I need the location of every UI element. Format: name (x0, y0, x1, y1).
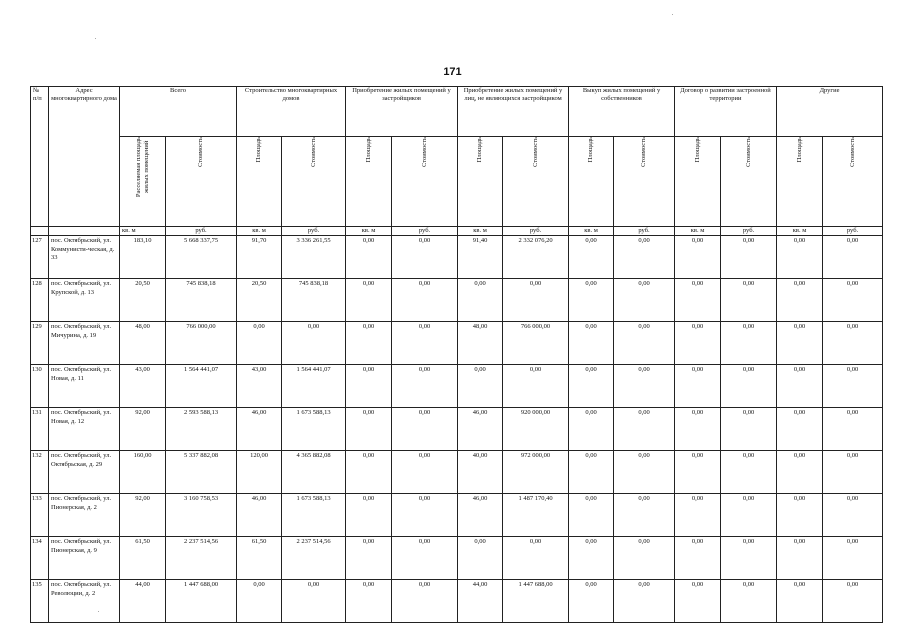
cell-area: 0,00 (777, 365, 823, 408)
cell-cost: 0,00 (503, 279, 569, 322)
cell-cost: 745 838,18 (166, 279, 237, 322)
row-address: пос. Октябрьский, ул. Коммунисти-ческая, д. 33 (49, 236, 120, 279)
cell-area: 0,00 (346, 451, 392, 494)
cell-cost: 0,00 (823, 494, 883, 537)
cell-area: 61,50 (237, 537, 282, 580)
cell-area: 91,40 (458, 236, 503, 279)
cell-area: 0,00 (346, 236, 392, 279)
row-number: 129 (31, 322, 49, 365)
page-number: 171 (443, 66, 462, 78)
cell-area: 0,00 (237, 322, 282, 365)
cell-area: 0,00 (777, 537, 823, 580)
cell-cost: 766 000,00 (503, 322, 569, 365)
cell-area: 0,00 (675, 236, 721, 279)
cell-cost: 0,00 (282, 322, 346, 365)
cell-cost: 0,00 (721, 279, 777, 322)
cell-cost: 0,00 (614, 365, 675, 408)
unit-cost: руб. (503, 227, 569, 236)
cell-cost: 745 838,18 (282, 279, 346, 322)
subheader-cost: Стоимость (823, 137, 883, 227)
cell-area: 0,00 (346, 537, 392, 580)
cell-area: 46,00 (458, 408, 503, 451)
unit-area: кв. м (675, 227, 721, 236)
cell-area: 160,00 (120, 451, 166, 494)
cell-cost: 0,00 (392, 494, 458, 537)
row-address: пос. Октябрьский, ул. Мичурина, д. 19 (49, 322, 120, 365)
cell-cost: 0,00 (392, 365, 458, 408)
cell-area: 0,00 (569, 279, 614, 322)
cell-cost: 0,00 (614, 580, 675, 623)
cell-cost: 1 564 441,07 (166, 365, 237, 408)
cell-cost: 1 447 688,00 (503, 580, 569, 623)
cell-cost: 3 160 758,53 (166, 494, 237, 537)
cell-cost: 0,00 (392, 580, 458, 623)
cell-cost: 1 673 588,13 (282, 494, 346, 537)
unit-cost: руб. (392, 227, 458, 236)
cell-cost: 0,00 (823, 365, 883, 408)
unit-area: кв. м (569, 227, 614, 236)
subheader-cost: Стоимость (282, 137, 346, 227)
cell-cost: 0,00 (614, 494, 675, 537)
cell-cost: 0,00 (721, 580, 777, 623)
cell-area: 20,50 (120, 279, 166, 322)
unit-cost: руб. (614, 227, 675, 236)
cell-area: 0,00 (569, 408, 614, 451)
cell-area: 0,00 (458, 537, 503, 580)
cell-area: 0,00 (777, 580, 823, 623)
cell-area: 46,00 (237, 408, 282, 451)
cell-area: 46,00 (237, 494, 282, 537)
cell-cost: 0,00 (721, 451, 777, 494)
cell-area: 0,00 (675, 494, 721, 537)
cell-area: 0,00 (569, 322, 614, 365)
cell-cost: 0,00 (392, 236, 458, 279)
row-address: пос. Октябрьский, ул. Революции, д. 2 (49, 580, 120, 623)
unit-cost: руб. (823, 227, 883, 236)
table-row (31, 451, 883, 494)
row-address: пос. Октябрьский, ул. Октябрьская, д. 29 (49, 451, 120, 494)
cell-cost: 0,00 (614, 236, 675, 279)
cell-area: 0,00 (777, 451, 823, 494)
cell-area: 120,00 (237, 451, 282, 494)
table-row (31, 580, 883, 623)
cell-area: 0,00 (346, 322, 392, 365)
subheader-area: Площадь (675, 137, 721, 227)
row-address: пос. Октябрьский, ул. Пионерская, д. 2 (49, 494, 120, 537)
row-number: 128 (31, 279, 49, 322)
header-row-subcolumns (31, 137, 883, 227)
unit-cost: руб. (721, 227, 777, 236)
cell-cost: 0,00 (721, 322, 777, 365)
table-row (31, 494, 883, 537)
row-address: пос. Октябрьский, ул. Новая, д. 11 (49, 365, 120, 408)
cell-cost: 0,00 (503, 365, 569, 408)
cell-area: 20,50 (237, 279, 282, 322)
cell-cost: 1 564 441,07 (282, 365, 346, 408)
subheader-area: Площадь (569, 137, 614, 227)
cell-cost: 972 000,00 (503, 451, 569, 494)
cell-cost: 0,00 (823, 322, 883, 365)
cell-area: 183,10 (120, 236, 166, 279)
group-header-purchase-non-developers: Приобретение жилых помещений у лиц, не являющихся застройщиком (458, 87, 569, 137)
subheader-area: Площадь (458, 137, 503, 227)
unit-area: кв. м (777, 227, 823, 236)
cell-area: 0,00 (569, 451, 614, 494)
cell-area: 0,00 (569, 494, 614, 537)
row-address: пос. Октябрьский, ул. Пионерская, д. 9 (49, 537, 120, 580)
cell-cost: 0,00 (392, 408, 458, 451)
cell-area: 48,00 (458, 322, 503, 365)
table-row (31, 365, 883, 408)
cell-cost: 0,00 (614, 279, 675, 322)
scan-speck (95, 38, 96, 39)
unit-area: кв. м (458, 227, 503, 236)
cell-cost: 0,00 (823, 279, 883, 322)
table-body (31, 236, 883, 623)
cell-area: 0,00 (237, 580, 282, 623)
unit-area: кв. м (120, 227, 166, 236)
cell-cost: 0,00 (392, 451, 458, 494)
cell-area: 0,00 (569, 236, 614, 279)
cell-area: 0,00 (346, 494, 392, 537)
cell-cost: 2 237 514,56 (282, 537, 346, 580)
subheader-area: Площадь (237, 137, 282, 227)
cell-cost: 4 365 882,08 (282, 451, 346, 494)
cell-cost: 0,00 (823, 451, 883, 494)
cell-cost: 2 332 076,20 (503, 236, 569, 279)
cell-cost: 5 668 337,75 (166, 236, 237, 279)
cell-area: 92,00 (120, 408, 166, 451)
row-number: 134 (31, 537, 49, 580)
cell-cost: 1 487 170,40 (503, 494, 569, 537)
subheader-area: Площадь (777, 137, 823, 227)
cell-area: 0,00 (777, 322, 823, 365)
cell-area: 91,70 (237, 236, 282, 279)
cell-area: 0,00 (777, 236, 823, 279)
table-row (31, 408, 883, 451)
subheader-cost: Стоимость (614, 137, 675, 227)
scan-speck (672, 14, 673, 15)
group-header-purchase-developers: Приобретение жилых помещений у застройщиков (346, 87, 458, 137)
group-header-development-agreement: Договор о развитии застроенной территории (675, 87, 777, 137)
cell-area: 61,50 (120, 537, 166, 580)
cell-area: 0,00 (675, 279, 721, 322)
table-row (31, 279, 883, 322)
header-row-units (31, 227, 883, 236)
cell-cost: 0,00 (823, 537, 883, 580)
cell-area: 0,00 (458, 279, 503, 322)
cell-cost: 5 337 882,08 (166, 451, 237, 494)
cell-cost: 0,00 (614, 451, 675, 494)
cell-area: 0,00 (346, 408, 392, 451)
resettlement-table (30, 86, 883, 623)
group-header-total: Всего (120, 87, 237, 137)
cell-area: 0,00 (675, 580, 721, 623)
cell-cost: 0,00 (721, 494, 777, 537)
cell-cost: 0,00 (823, 236, 883, 279)
cell-cost: 0,00 (614, 408, 675, 451)
cell-cost: 0,00 (282, 580, 346, 623)
row-number: 135 (31, 580, 49, 623)
cell-area: 92,00 (120, 494, 166, 537)
subheader-cost: Стоимость (721, 137, 777, 227)
cell-area: 0,00 (346, 580, 392, 623)
cell-area: 0,00 (777, 408, 823, 451)
row-number: 131 (31, 408, 49, 451)
cell-cost: 0,00 (392, 537, 458, 580)
table-row (31, 322, 883, 365)
subheader-area: Площадь (346, 137, 392, 227)
cell-area: 0,00 (346, 279, 392, 322)
subheader-cost: Стоимость (392, 137, 458, 227)
cell-area: 44,00 (458, 580, 503, 623)
cell-area: 0,00 (569, 580, 614, 623)
row-address: пос. Октябрьский, ул. Крупской, д. 13 (49, 279, 120, 322)
cell-cost: 1 447 688,00 (166, 580, 237, 623)
unit-area: кв. м (237, 227, 282, 236)
subheader-total-area: Расселяемая площадь жилых помещений (120, 137, 166, 227)
scan-speck (98, 611, 99, 612)
cell-area: 48,00 (120, 322, 166, 365)
cell-cost: 0,00 (392, 279, 458, 322)
row-number: 133 (31, 494, 49, 537)
cell-area: 46,00 (458, 494, 503, 537)
group-header-other: Другие (777, 87, 883, 137)
cell-area: 0,00 (675, 365, 721, 408)
cell-area: 0,00 (675, 537, 721, 580)
cell-area: 40,00 (458, 451, 503, 494)
unit-cost: руб. (282, 227, 346, 236)
cell-area: 0,00 (777, 279, 823, 322)
cell-cost: 3 336 261,55 (282, 236, 346, 279)
cell-area: 0,00 (777, 494, 823, 537)
row-number: 130 (31, 365, 49, 408)
cell-cost: 920 000,00 (503, 408, 569, 451)
table-row (31, 236, 883, 279)
cell-cost: 0,00 (721, 408, 777, 451)
cell-cost: 766 000,00 (166, 322, 237, 365)
row-number: 127 (31, 236, 49, 279)
cell-area: 0,00 (569, 365, 614, 408)
cell-area: 0,00 (458, 365, 503, 408)
cell-cost: 0,00 (721, 365, 777, 408)
col-header-address: Адрес многоквартирного дома (49, 87, 120, 227)
unit-cost: руб. (166, 227, 237, 236)
cell-cost: 0,00 (823, 408, 883, 451)
cell-area: 0,00 (346, 365, 392, 408)
cell-cost: 0,00 (721, 236, 777, 279)
cell-area: 44,00 (120, 580, 166, 623)
cell-cost: 0,00 (823, 580, 883, 623)
cell-cost: 0,00 (614, 537, 675, 580)
table-row (31, 537, 883, 580)
group-header-buyout: Выкуп жилых помещений у собственников (569, 87, 675, 137)
cell-cost: 0,00 (614, 322, 675, 365)
col-header-number: № п/п (31, 87, 49, 227)
row-address: пос. Октябрьский, ул. Новая, д. 12 (49, 408, 120, 451)
subheader-cost: Стоимость (503, 137, 569, 227)
cell-area: 0,00 (569, 537, 614, 580)
subheader-cost: Стоимость (166, 137, 237, 227)
cell-area: 0,00 (675, 408, 721, 451)
unit-area: кв. м (346, 227, 392, 236)
cell-area: 43,00 (237, 365, 282, 408)
header-row-groups (31, 87, 883, 137)
group-header-construction: Строительство многоквартирных домов (237, 87, 346, 137)
cell-cost: 0,00 (503, 537, 569, 580)
cell-cost: 1 673 588,13 (282, 408, 346, 451)
cell-cost: 2 593 588,13 (166, 408, 237, 451)
row-number: 132 (31, 451, 49, 494)
cell-cost: 2 237 514,56 (166, 537, 237, 580)
cell-area: 0,00 (675, 322, 721, 365)
cell-area: 0,00 (675, 451, 721, 494)
cell-area: 43,00 (120, 365, 166, 408)
cell-cost: 0,00 (392, 322, 458, 365)
cell-cost: 0,00 (721, 537, 777, 580)
